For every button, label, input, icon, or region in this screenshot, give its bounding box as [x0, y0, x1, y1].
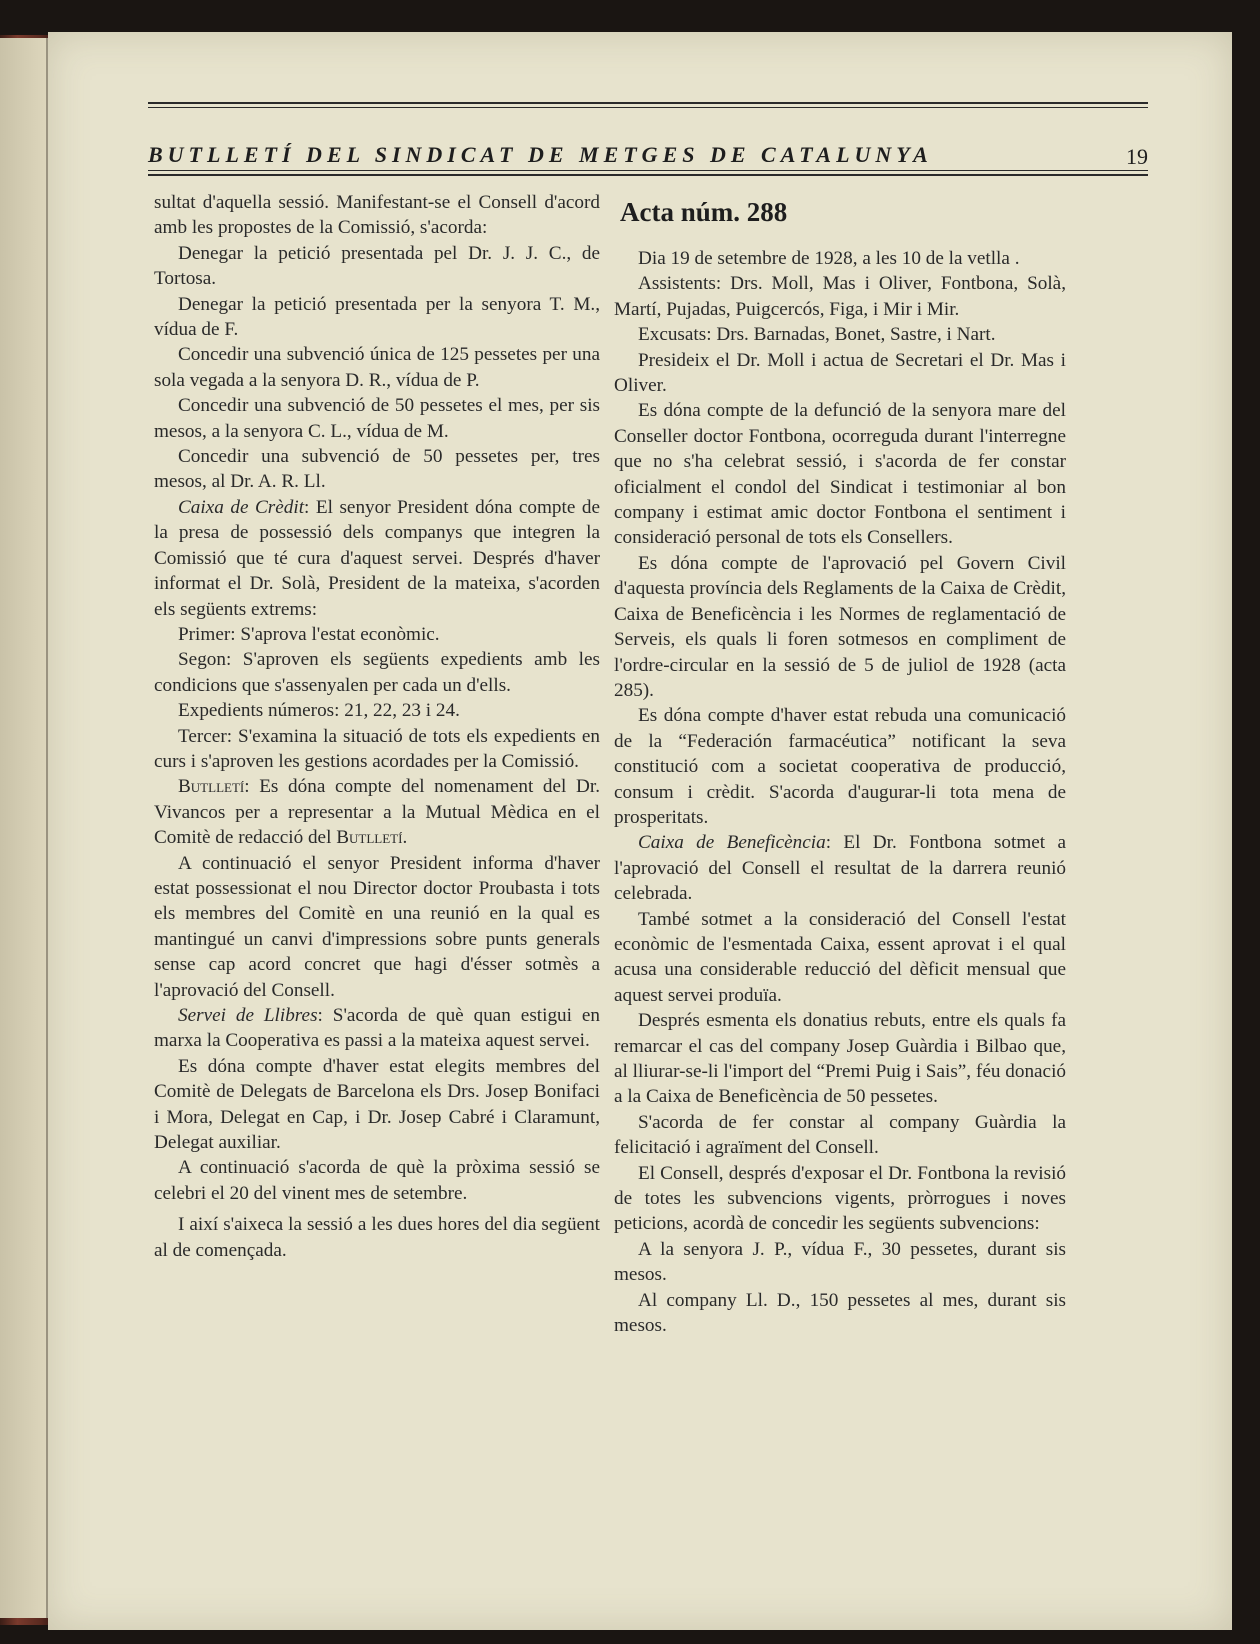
- paragraph: Segon: S'aproven els següents expedients amb les condicions que s'assenyalen per cada un d'ells.: [154, 649, 600, 696]
- header-title: BUTLLETÍ DEL SINDICAT DE METGES DE CATALUNYA: [148, 142, 933, 167]
- running-header: [148, 102, 1148, 192]
- paragraph: Dia 19 de setembre de 1928, a les 10 de la vetlla .: [638, 248, 1020, 269]
- paragraph-text: : S'acorda de què quan estigui en marxa la Cooperativa es passi a la mateixa aquest servei.: [154, 1005, 600, 1052]
- paragraph: També sotmet a la consideració del Consell l'estat econòmic de l'esmentada Caixa, essent aprovat i el qual acusa una considerable reducció del dèficit mensual que aquest servei produïa.: [614, 908, 1066, 1006]
- paragraph: Després esmenta els donatius rebuts, entre els quals fa remarcar el cas del company Josep Guàrdia i Bilbao que, al lliurar-se-li l'import del “Premi Puig i Sais”, féu donació a la Caixa de Beneficència de 50 pessetes.: [614, 1010, 1066, 1108]
- paragraph: [154, 495, 600, 622]
- page-number: 19: [1126, 144, 1148, 169]
- paragraph: Concedir una subvenció de 50 pessetes per, tres mesos, al Dr. A. R. Ll.: [154, 446, 600, 493]
- left-column: [154, 190, 600, 1263]
- paragraph: S'acorda de fer constar al company Guàrdia la felicitació i agraïment del Consell.: [614, 1111, 1066, 1159]
- header-rule-bottom-thin: [148, 170, 1148, 171]
- header-rule-top-thin: [148, 107, 1148, 108]
- paragraph: [154, 774, 600, 850]
- section-label: Servei de Llibres: [178, 1005, 318, 1026]
- paragraph-text: : El Dr. Fontbona sotmet a l'aprovació del Consell el resultat de la darrera reunió celebrada.: [614, 832, 1066, 905]
- paragraph-text: : El senyor President dóna compte de la presa de possessió dels companys que integren la Comissió que té cura d'aquest servei. Després d'haver informat el Dr. Solà, President de la mateixa, s'acorden els següents extrems:: [154, 496, 600, 620]
- minutes-heading: Acta núm. 288: [620, 197, 788, 227]
- paragraph: Concedir una subvenció de 50 pessetes el mes, per sis mesos, a la senyora C. L., vídua de M.: [154, 395, 600, 442]
- paragraph: A continuació el senyor President informa d'haver estat possessionat el nou Director doctor Proubasta i tots els membres del Comitè en una reunió en la qual es mantingué un canvi d'impressions sobre punts generals sense cap acord concret que hagi d'ésser sotmès a l'aprovació del Consell.: [154, 852, 600, 1001]
- paragraph: Es dóna compte d'haver estat rebuda una comunicació de la “Federación farmacéutica” notificant la seva constitució com a societat cooperativa de producció, consum i crèdit. S'acorda d'augurar-li tota mena de prosperitats.: [614, 705, 1066, 828]
- section-label: Caixa de Crèdit: [178, 496, 305, 518]
- paragraph: Es dóna compte d'haver estat elegits membres del Comitè de Delegats de Barcelona els Drs. Josep Bonifaci i Mora, Delegat en Cap, i Dr. Josep Cabré i Claramunt, Delegat auxiliar.: [154, 1055, 600, 1154]
- paragraph: Al company Ll. D., 150 pessetes al mes, durant sis mesos.: [614, 1289, 1066, 1337]
- right-column: [614, 190, 1066, 1338]
- paragraph: sultat d'aquella sessió. Manifestant-se el Consell d'acord amb les propostes de la Comissió, s'acorda:: [154, 192, 600, 239]
- paragraph: Concedir una subvenció única de 125 pessetes per una sola vegada a la senyora D. R., vídua de P.: [154, 344, 600, 391]
- paragraph-text: : Es dóna compte del nomenament del Dr. Vivancos per a representar a la Mutual Mèdica en el Comitè de redacció del: [154, 776, 600, 849]
- header-rule-bottom: [148, 174, 1148, 176]
- paragraph: I així s'aixeca la sessió a les dues hores del dia següent al de començada.: [154, 1214, 600, 1261]
- paragraph: Assistents: Drs. Moll, Mas i Oliver, Fontbona, Solà, Martí, Pujadas, Puigcercós, Figa, i Mir i Mir.: [614, 273, 1066, 320]
- punctuation: .: [402, 827, 408, 849]
- paragraph: Es dóna compte de l'aprovació pel Govern Civil d'aquesta província dels Reglaments de la Caixa de Crèdit, Caixa de Beneficència i les Normes de reglamentació de Serveis, els quals li foren sotmesos en compliment de l'ordre-circular en la sessió de 5 de juliol de 1928 (acta 285).: [614, 552, 1066, 701]
- paragraph: Excusats: Drs. Barnadas, Bonet, Sastre, i Nart.: [638, 324, 996, 346]
- paragraph: A continuació s'acorda de què la pròxima sessió se celebri el 20 del vinent mes de setembre.: [154, 1157, 600, 1204]
- paragraph: [154, 1003, 600, 1054]
- paragraph: Presideix el Dr. Moll i actua de Secretari el Dr. Mas i Oliver.: [614, 349, 1066, 397]
- section-label: Butlletí: [178, 776, 245, 798]
- publication-name: Butlletí: [336, 827, 403, 849]
- facing-page-edge: [0, 38, 48, 1618]
- paragraph: Es dóna compte de la defunció de la senyora mare del Conseller doctor Fontbona, ocorreguda durant l'interregne que no s'ha celebrat sessió, i s'acorda de fer constar oficialment el condol del Sindicat i testimoniar al bon company i estimat amic doctor Fontbona el sentiment i consideració personal de tots els Consellers.: [614, 400, 1066, 549]
- header-rule-top: [148, 102, 1148, 104]
- paragraph: A la senyora J. P., vídua F., 30 pessetes, durant sis mesos.: [614, 1238, 1066, 1286]
- document-page: [48, 32, 1232, 1630]
- paragraph: Denegar la petició presentada per la senyora T. M., vídua de F.: [154, 293, 600, 341]
- paragraph: Primer: S'aprova l'estat econòmic.: [178, 623, 440, 645]
- paragraph: Denegar la petició presentada pel Dr. J. J. C., de Tortosa.: [154, 242, 600, 290]
- paragraph: Tercer: S'examina la situació de tots els expedients en curs i s'aproven les gestions acordades per la Comissió.: [154, 725, 600, 772]
- paragraph: El Consell, després d'exposar el Dr. Fontbona la revisió de totes les subvencions vigents, pròrrogues i noves peticions, acordà de concedir les següents subvencions:: [614, 1162, 1066, 1235]
- paragraph: [614, 830, 1066, 906]
- section-label: Caixa de Beneficència: [638, 832, 826, 854]
- paragraph: Expedients números: 21, 22, 23 i 24.: [178, 700, 460, 722]
